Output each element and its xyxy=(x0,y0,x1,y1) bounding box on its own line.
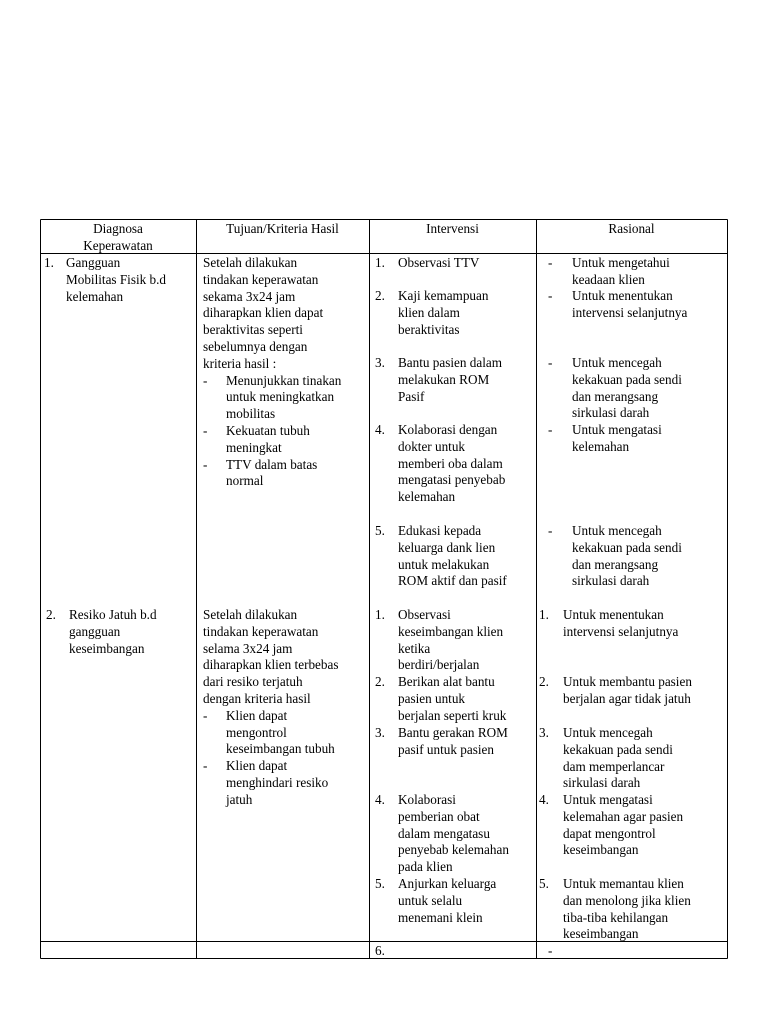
row1-diagnosis-line: Gangguan xyxy=(66,255,121,270)
row1-diagnosis-line: kelemahan xyxy=(66,288,124,304)
row1-goal-line: sekama 3x24 jam xyxy=(203,288,296,304)
row1-rationale-line: Untuk menentukan xyxy=(572,288,673,303)
row1-intervention-line: beraktivitas xyxy=(398,321,460,337)
row2-intervention-line: Berikan alat bantu xyxy=(398,674,495,689)
row2-intervention-line: untuk selalu xyxy=(398,892,463,908)
row1-intervention-line: melakukan ROM xyxy=(398,371,490,387)
row2-rationale-number: 3. xyxy=(539,725,549,740)
row1-criteria-line: untuk meningkatkan xyxy=(226,389,335,405)
row1-intervention-number: 2. xyxy=(375,288,385,303)
row2-rationale-line: keseimbangan xyxy=(563,842,639,858)
row1-rationale-line: intervensi selanjutnya xyxy=(572,304,688,320)
row1-rationale-line: keadaan klien xyxy=(572,271,645,287)
row2-intervention-line: penyebab kelemahan xyxy=(398,842,509,858)
row2-rationale-line: dan menolong jika klien xyxy=(563,892,691,908)
row1-intervention-number: 4. xyxy=(375,422,385,437)
row1-criteria-line: Menunjukkan tinakan xyxy=(226,372,342,388)
row2-intervention-line: ketika xyxy=(398,640,431,656)
row2-criteria-line: Klien dapat xyxy=(226,707,288,723)
row2-goal-line: dengan kriteria hasil xyxy=(203,691,311,706)
row3-intervention-number: 6. xyxy=(375,943,385,958)
row1-intervention-number: 5. xyxy=(375,523,385,538)
row2-rationale-line: sirkulasi darah xyxy=(563,775,641,791)
row1-number: 1. xyxy=(44,255,54,270)
row1-rationale-bullet: - xyxy=(548,422,553,437)
row1-rationale-line: Untuk mengatasi xyxy=(572,422,662,437)
row2-criteria-bullet: - xyxy=(203,758,208,774)
row2-goal-line: Setelah dilakukan xyxy=(203,607,298,622)
row2-rationale-line: tiba-tiba kehilangan xyxy=(563,909,669,925)
row2-rationale-line: kekakuan pada sendi xyxy=(563,741,673,757)
row1-intervention-line: Bantu pasien dalam xyxy=(398,355,503,370)
row1-intervention-line: Kolaborasi dengan xyxy=(398,422,498,437)
row1-rationale-line: dan merangsang xyxy=(572,388,659,404)
row2-rationale-line: Untuk memantau klien xyxy=(563,876,684,891)
row2-intervention-line: Kolaborasi xyxy=(398,792,456,807)
row2-criteria-line: jatuh xyxy=(226,791,253,807)
row2-intervention-number: 5. xyxy=(375,876,385,891)
row2-intervention-line: dalam mengatasu xyxy=(398,825,490,841)
row1-intervention-number: 3. xyxy=(375,355,385,370)
row1-goal-line: Setelah dilakukan xyxy=(203,255,298,270)
row2-intervention-number: 4. xyxy=(375,792,385,807)
row1-rationale-bullet: - xyxy=(548,288,553,303)
row1-rationale-bullet: - xyxy=(548,255,553,270)
row2-intervention-line: berdiri/berjalan xyxy=(398,657,480,673)
row2-criteria-bullet: - xyxy=(203,707,208,723)
row2-rationale-line: Untuk membantu pasien xyxy=(563,674,692,689)
row1-intervention-line: dokter untuk xyxy=(398,438,466,454)
row1-rationale-line: Untuk mencegah xyxy=(572,355,662,370)
row2-intervention-line: berjalan seperti kruk xyxy=(398,707,507,723)
row2-rationale-line: keseimbangan xyxy=(563,926,639,942)
header-rasional: Rasional xyxy=(608,221,655,236)
row1-intervention-line: Observasi TTV xyxy=(398,255,480,270)
row1-rationale-line: sirkulasi darah xyxy=(572,405,650,421)
row2-diagnosis-line: gangguan xyxy=(69,623,121,639)
row1-diagnosis-line: Mobilitas Fisik b.d xyxy=(66,271,167,287)
row1-goal-line: kriteria hasil : xyxy=(203,355,277,371)
row2-intervention-line: Bantu gerakan ROM xyxy=(398,725,508,740)
row1-goal-line: diharapkan klien dapat xyxy=(203,305,324,321)
row2-rationale-number: 2. xyxy=(539,674,549,689)
header-intervensi: Intervensi xyxy=(426,221,479,236)
row2-intervention-line: Anjurkan keluarga xyxy=(398,876,497,891)
row2-intervention-line: pada klien xyxy=(398,859,453,875)
row2-diagnosis-line: keseimbangan xyxy=(69,640,145,656)
row1-rationale-line: kekakuan pada sendi xyxy=(572,539,682,555)
row2-rationale-line: dam memperlancar xyxy=(563,758,665,774)
row1-rationale-line: kelemahan xyxy=(572,438,630,454)
row1-criteria-line: meningkat xyxy=(226,439,282,455)
header-diagnosa: Diagnosa xyxy=(93,221,143,236)
header-tujuan: Tujuan/Kriteria Hasil xyxy=(226,221,339,236)
row2-criteria-line: mengontrol xyxy=(226,724,287,740)
row1-intervention-line: klien dalam xyxy=(398,304,460,320)
row1-criteria-line: mobilitas xyxy=(226,406,276,422)
row2-rationale-line: Untuk mengatasi xyxy=(563,792,653,807)
row2-intervention-line: pasif untuk pasien xyxy=(398,741,494,757)
row2-intervention-line: keseimbangan klien xyxy=(398,623,504,639)
row2-intervention-number: 1. xyxy=(375,607,385,622)
row1-rationale-bullet: - xyxy=(548,355,553,370)
row2-intervention-line: pasien untuk xyxy=(398,690,466,706)
row2-rationale-line: intervensi selanjutnya xyxy=(563,623,679,639)
row2-intervention-line: Observasi xyxy=(398,607,451,622)
row1-criteria-line: TTV dalam batas xyxy=(226,456,318,472)
row2-intervention-number: 2. xyxy=(375,674,385,689)
row2-rationale-number: 4. xyxy=(539,792,549,807)
row1-rationale-line: sirkulasi darah xyxy=(572,573,650,589)
row2-intervention-line: menemani klein xyxy=(398,909,483,925)
row2-rationale-line: Untuk mencegah xyxy=(563,725,653,740)
row2-diagnosis-line: Resiko Jatuh b.d xyxy=(69,607,157,622)
row1-intervention-line: Pasif xyxy=(398,388,425,404)
row1-intervention-line: Edukasi kepada xyxy=(398,523,482,538)
row1-rationale-line: Untuk mencegah xyxy=(572,523,662,538)
row1-intervention-line: memberi oba dalam xyxy=(398,455,503,471)
row1-rationale-line: dan merangsang xyxy=(572,556,659,572)
row2-intervention-number: 3. xyxy=(375,725,385,740)
row2-goal-line: diharapkan klien terbebas xyxy=(203,657,339,673)
row1-intervention-line: Kaji kemampuan xyxy=(398,288,489,303)
row1-rationale-line: kekakuan pada sendi xyxy=(572,371,682,387)
row1-intervention-line: keluarga dank lien xyxy=(398,539,496,555)
row2-criteria-line: menghindari resiko xyxy=(226,775,329,790)
row1-intervention-line: ROM aktif dan pasif xyxy=(398,573,507,589)
row1-goal-line: beraktivitas seperti xyxy=(203,322,303,338)
row1-criteria-bullet: - xyxy=(203,372,208,388)
row2-goal-line: selama 3x24 jam xyxy=(203,640,293,656)
row3-rationale-dash: - xyxy=(548,943,553,958)
row2-rationale-line: dapat mengontrol xyxy=(563,825,656,841)
row2-intervention-line: pemberian obat xyxy=(398,808,480,824)
row2-criteria-line: keseimbangan tubuh xyxy=(226,741,335,757)
row1-rationale-line: Untuk mengetahui xyxy=(572,255,670,270)
row2-rationale-number: 5. xyxy=(539,876,549,891)
row2-rationale-number: 1. xyxy=(539,607,549,622)
row1-intervention-number: 1. xyxy=(375,255,385,270)
row1-goal-line: sebelumnya dengan xyxy=(203,339,308,354)
row2-rationale-line: berjalan agar tidak jatuh xyxy=(563,690,691,706)
row1-intervention-line: kelemahan xyxy=(398,489,456,505)
row2-goal-line: dari resiko terjatuh xyxy=(203,674,303,690)
row1-goal-line: tindakan keperawatan xyxy=(203,271,319,287)
row1-criteria-line: Kekuatan tubuh xyxy=(226,423,310,438)
row1-rationale-bullet: - xyxy=(548,523,553,538)
row2-rationale-line: Untuk menentukan xyxy=(563,607,664,622)
row1-criteria-line: normal xyxy=(226,473,264,489)
row1-intervention-line: mengatasi penyebab xyxy=(398,472,506,488)
row2-rationale-line: kelemahan agar pasien xyxy=(563,808,684,824)
row1-criteria-bullet: - xyxy=(203,456,208,472)
row2-criteria-line: Klien dapat xyxy=(226,758,288,774)
row2-number: 2. xyxy=(46,607,56,622)
header-keperawatan: Keperawatan xyxy=(83,237,153,253)
row2-goal-line: tindakan keperawatan xyxy=(203,623,319,639)
row1-criteria-bullet: - xyxy=(203,423,208,438)
row1-intervention-line: untuk melakukan xyxy=(398,556,490,572)
